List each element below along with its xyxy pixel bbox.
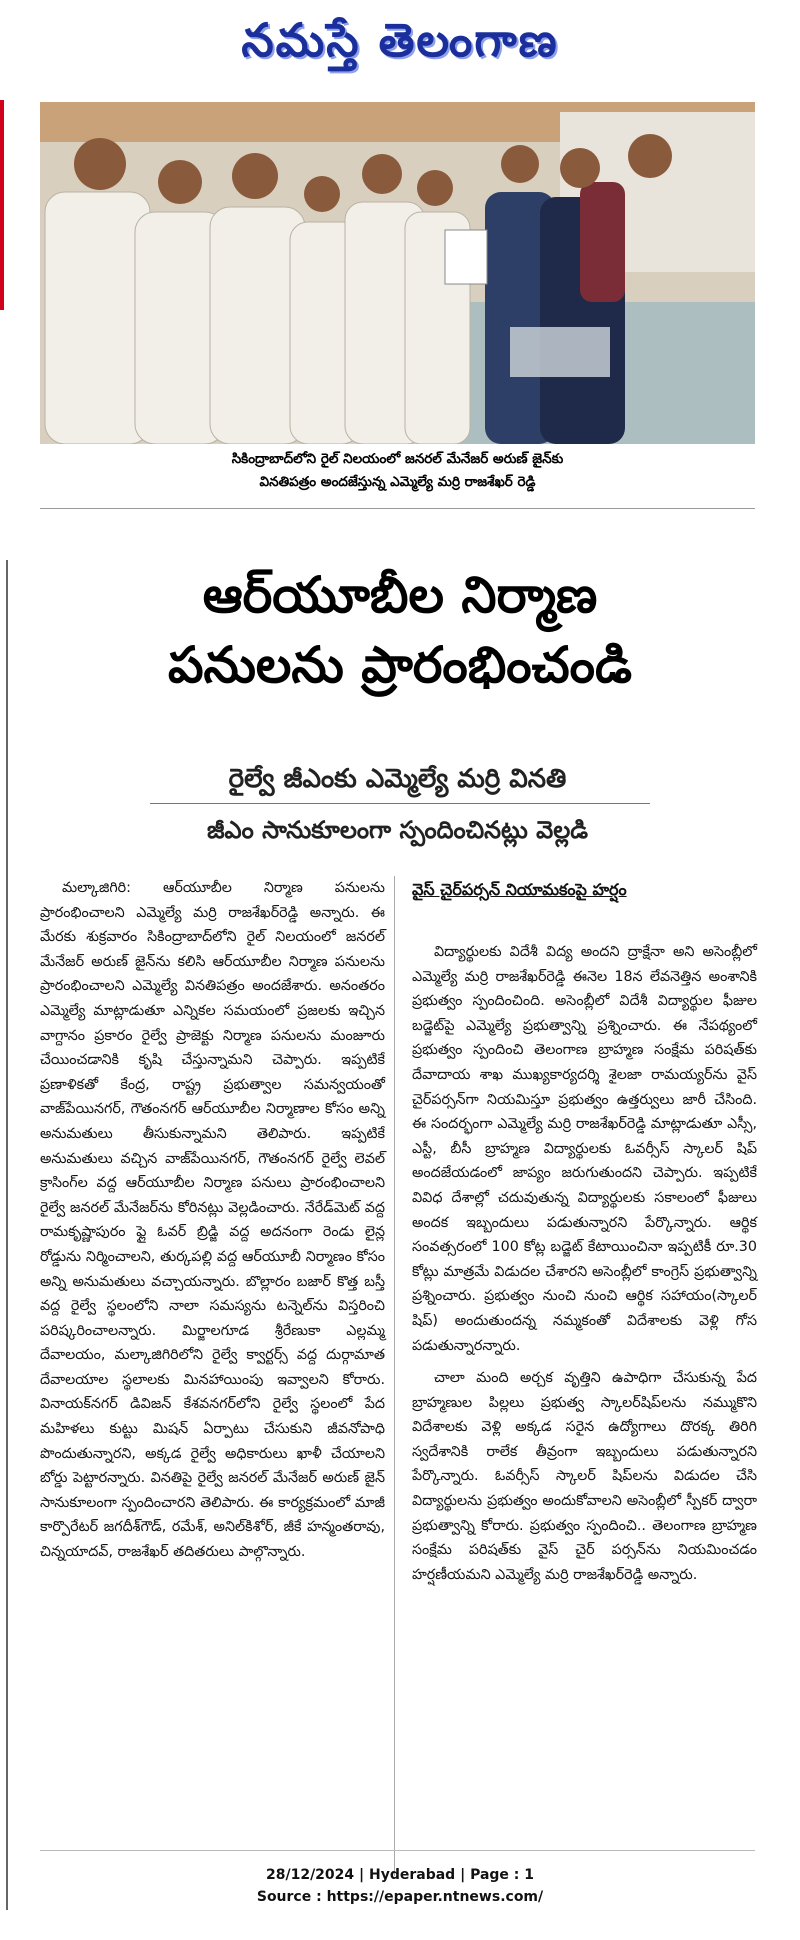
sub-headline: రైల్వే జీఎంకు ఎమ్మెల్యే మర్రి వినతి: [228, 764, 567, 794]
sub-headline-2: జీఎం సానుకూలంగా స్పందించినట్లు వెల్లడి: [207, 816, 588, 844]
news-photo: [40, 102, 755, 444]
accent-bar: [0, 100, 4, 310]
page-footer: [0, 1864, 800, 1908]
photo-illustration: [40, 102, 755, 444]
headline-line-1: ఆర్‌యూబీల నిర్మాణ: [202, 566, 598, 624]
footer-divider: [40, 1850, 755, 1851]
caption-line-2: వినతిపత్రం అందజేస్తున్న ఎమ్మెల్యే మర్రి రాజశేఖర్ రెడ్డి: [259, 474, 536, 490]
deck-underline: [150, 803, 650, 804]
article-column-1: [40, 876, 385, 1573]
article-body-paragraph: విద్యార్థులకు విదేశీ విద్య అందని ద్రాక్షేనా అని అసెంబ్లీలో ఎమ్మెల్యే మర్రి రాజశేఖర్‌రెడ్డి ఈనెల 18న లేవనెత్తిన అంశానికి ప్రభుత్వం స్పందించింది. అసెంబ్లీలో విదేశీ విద్యార్థుల ఫీజుల బడ్జెట్‌పై ఎమ్మెల్యే ప్రభుత్వాన్ని ప్రశ్నించారు. ఈ నేపథ్యంలో ప్రభుత్వం స్పందించి తెలంగాణ బ్రాహ్మణ సంక్షేమ పరిషత్‌కు దేవాదాయ శాఖ ముఖ్యకార్యదర్శి శైలజా రామయ్యర్‌ను వైస్ చైర్‌పర్సన్‌గా నియమిస్తూ ప్రభుత్వం ఉత్తర్వులు జారీ చేసింది. ఈ సందర్భంగా ఎమ్మెల్యే మర్రి రాజశేఖర్‌రెడ్డి మాట్లాడుతూ ఎస్సీ, ఎస్టీ, బీసీ బ్రాహ్మణ విద్యార్థులకు ఓవర్సీస్ స్కాలర్ షిప్ అందజేయడంలో జాప్యం జరుగుతుందని చెప్పారు. ఇప్పటికే వివిధ దేశాల్లో చదువుతున్న విద్యార్థులకు సకాలంలో ఫీజులు అందక ఇబ్బందులు పడుతున్నారని పేర్కొన్నారు. ఆర్థిక సంవత్సరంలో 100 కోట్ల బడ్జెట్ కేటాయించినా ఇప్పటికీ రూ.30 కోట్లు మాత్రమే విడుదల చేశారని అసెంబ్లీలో కాంగ్రెస్ ప్రభుత్వాన్ని ప్రశ్నించారు. ప్రభుత్వం నుంచి నుంచి ఆర్థిక సహాయం(స్కాలర్ షిప్) అందుతుందన్న నమ్మకంతో విదేశాలకు వెళ్లి గోస పడుతున్నారన్నారు.: [412, 944, 757, 1354]
article-body-paragraph: మల్కాజిగిరి: ఆర్‌యూబీల నిర్మాణ పనులను ప్రారంభించాలని ఎమ్మెల్యే మర్రి రాజశేఖర్‌రెడ్డి అన్నారు. ఈ మేరకు శుక్రవారం సికింద్రాబాద్‌లోని రైల్ నిలయంలో జనరల్ మేనేజర్ అరుణ్ జైన్‌ను కలిసి ఆర్‌యూబీల నిర్మాణ పనులను ప్రారంభించాలని ఎమ్మెల్యే వినతిపత్రం అందజేశారు. అనంతరం ఎమ్మెల్యే మాట్లాడుతూ ఎన్నికల సమయంలో ప్రజలకు ఇచ్చిన వాగ్దానం ప్రకారం రైల్వే ప్రాజెక్టు నిర్మాణ పనులను మంజూరు చేయించడానికి కృషి చేస్తున్నామని చెప్పారు. ఇప్పటికే ప్రణాళికతో కేంద్ర, రాష్ట్ర ప్రభుత్వాల సమన్వయంతో వాజ్‌పేయినగర్, గౌతంనగర్ ఆర్‌యూబీల నిర్మాణాల కోసం అన్ని అనుమతులు తీసుకున్నామని తెలిపారు. ఇప్పటికే అనుమతులు వచ్చిన వాజ్‌పేయినగర్, గౌతంనగర్ రైల్వే లెవల్ క్రాసింగ్‌ల వద్ద ఆర్‌యూబీల నిర్మాణ పనులు ప్రారంభించాలని రైల్వే జనరల్ మేనేజర్‌ను కోరినట్లు వెల్లడించారు. నేరేడ్‌మెట్ వద్ద రామకృష్ణాపురం ఫ్లై ఓవర్ బ్రిడ్జి వద్ద అదనంగా రెండు లైన్ల రోడ్డును నిర్మించాలని, తుర్కపల్లి వద్ద ఆర్‌యూబీ నిర్మాణం కోసం అన్ని అనుమతులు వచ్చాయన్నారు. బొల్లారం బజార్ కొత్త బస్తీ వద్ద రైల్వే స్థలంలోని నాలా సమస్యను టన్నెల్‌ను విస్తరించి పరిష్కరించాలన్నారు. మిర్జాలగూడ శ్రీరేణుకా ఎల్లమ్మ దేవాలయం, మల్కాజిగిరిలోని రైల్వే క్వార్టర్స్ వద్ద దుర్గామాత దేవాలయాల స్థలాలకు మినహాయింపు ఇవ్వాలని కోరారు. వినాయక్‌నగర్ డివిజన్ కేశవనగర్‌లోని రైల్వే స్థలంలో పేద మహిళలు కుట్టు మిషన్ ఏర్పాటు చేసుకుని జీవనోపాధి పొందుతున్నారని, అక్కడ రైల్వే అధికారులు ఖాళీ చేయాలని బోర్డు పెట్టారన్నారు. వినతిపై రైల్వే జనరల్ మేనేజర్ అరుణ్ జైన్ సానుకూలంగా స్పందించారని తెలిపారు. ఈ కార్యక్రమంలో మాజీ కార్పొరేటర్ జగదీశ్‌గౌడ్, రమేశ్, అనిల్‌కిశోర్, జీకే హన్మంతరావు, చిన్నయాదవ్, రాజశేఖర్ తదితరులు పాల్గొన్నారు.: [40, 880, 386, 1561]
edition-info: 28/12/2024 | Hyderabad | Page : 1: [265, 1867, 535, 1883]
column-2-heading: వైస్ చైర్‌పర్సన్ నియామకంపై హర్షం: [412, 880, 627, 899]
masthead: [0, 0, 800, 92]
newspaper-logo: నమస్తే తెలంగాణ: [241, 13, 559, 67]
photo-caption: [40, 448, 755, 494]
headline-line-2: పనులను ప్రారంభించండి: [167, 636, 632, 694]
headline: [30, 560, 770, 700]
source-link[interactable]: Source : https://epaper.ntnews.com/: [256, 1889, 544, 1905]
section-divider: [40, 508, 755, 509]
article-body-paragraph: చాలా మంది అర్చక వృత్తిని ఉపాధిగా చేసుకున్న పేద బ్రాహ్మణుల పిల్లలు ప్రభుత్వ స్కాలర్‌షిప్‌లను నమ్ముకొని విదేశాలకు వెళ్లి అక్కడ సరైన ఉద్యోగాలు దొరక్క తిరిగి స్వదేశానికి రాలేక తీవ్రంగా ఇబ్బందులు పడుతున్నారని పేర్కొన్నారు. ఓవర్సీస్ స్కాలర్ షిప్‌లను విడుదల చేసి విద్యార్థులను ప్రభుత్వం అందుకోవాలని అసెంబ్లీలో స్పీకర్ ద్వారా ప్రభుత్వాన్ని కోరారు. ప్రభుత్వం స్పందించి.. తెలంగాణ బ్రాహ్మణ సంక్షేమ పరిషత్‌కు వైస్ చైర్ పర్సన్‌ను నియమించడం హర్షణీయమని ఎమ్మెల్యే మర్రి రాజశేఖర్‌రెడ్డి అన్నారు.: [412, 1370, 757, 1583]
left-margin-line: [6, 560, 8, 1910]
caption-line-1: సికింద్రాబాద్‌లోని రైల్ నిలయంలో జనరల్ మేనేజర్ అరుణ్ జైన్‌కు: [231, 451, 564, 467]
column-divider: [394, 876, 395, 1876]
article-column-2: [412, 940, 757, 1595]
